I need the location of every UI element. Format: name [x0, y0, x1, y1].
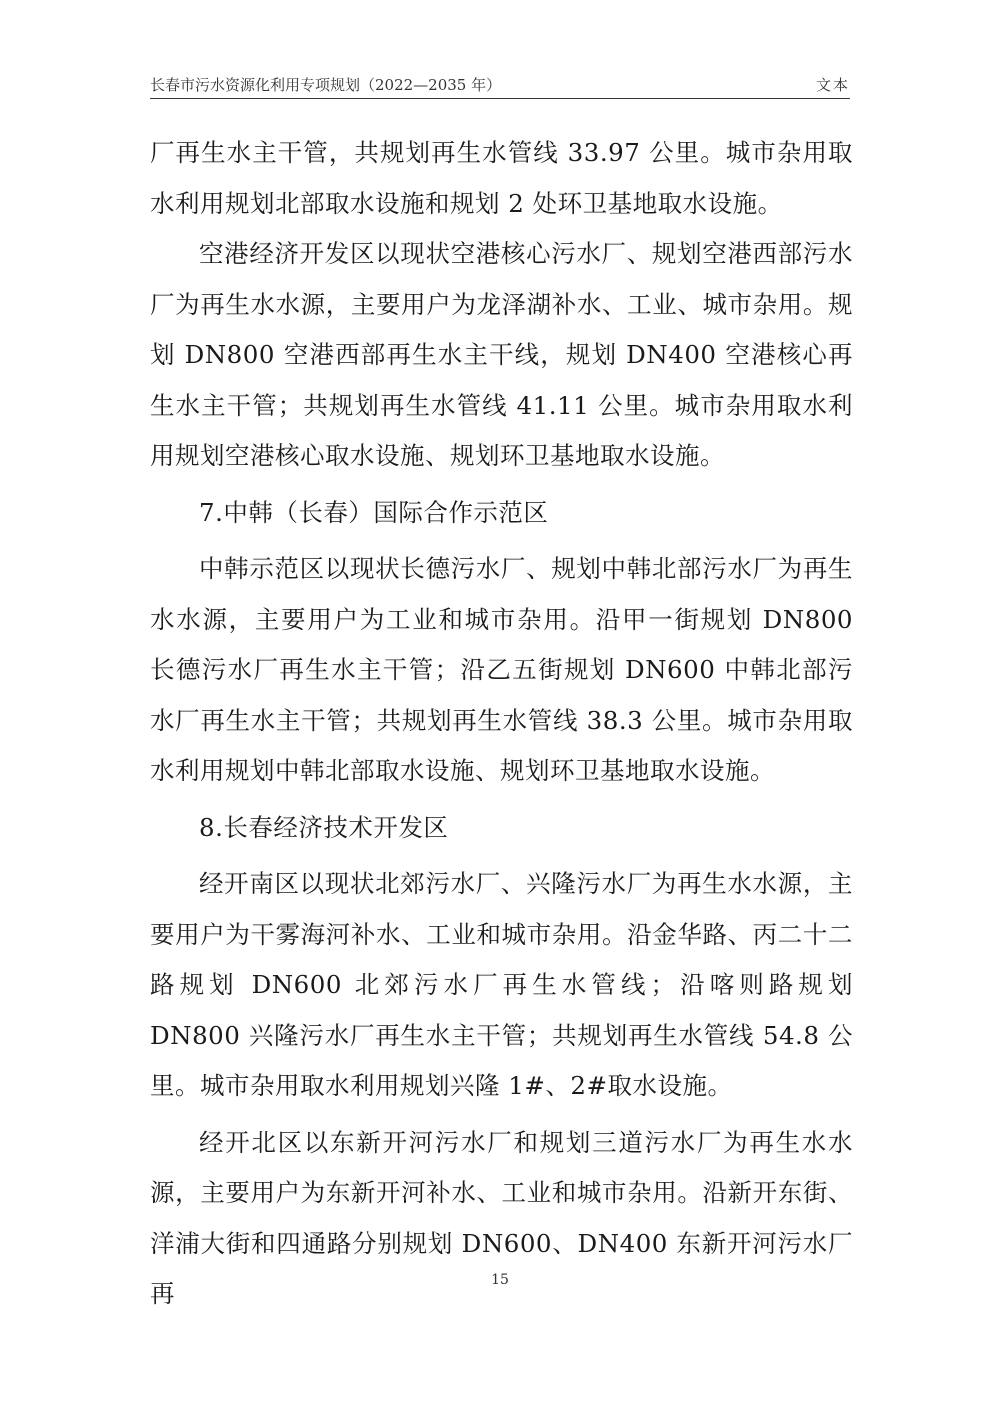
paragraph-south-zone: 经开南区以现状北郊污水厂、兴隆污水厂为再生水水源，主要用户为干雾海河补水、工业和城市杂用。沿金华路、丙二十二路规划 DN600 北郊污水厂再生水管线；沿喀则路规划 DN800 兴隆污水厂再生水主干管；共规划再生水管线 54.8 公里。城市杂用取水利用规划兴隆 1#、2#取水设施。: [150, 869, 853, 1100]
paragraph-north-zone: 经开北区以东新开河污水厂和规划三道污水厂为再生水水源，主要用户为东新开河补水、工业和城市杂用。沿新开东街、洋浦大街和四通路分别规划 DN600、DN400 东新开河污水厂再: [150, 1127, 853, 1308]
section-heading-7: 7.中韩（长春）国际合作示范区: [199, 497, 549, 527]
section-tag: 文本: [815, 76, 850, 94]
paragraph-continued: 厂再生水主干管，共规划再生水管线 33.97 公里。城市杂用取水利用规划北部取水设施和规划 2 处环卫基地取水设施。: [150, 138, 853, 218]
paragraph-sino-korea-zone: 中韩示范区以现状长德污水厂、规划中韩北部污水厂为再生水水源，主要用户为工业和城市杂用。沿甲一街规划 DN800 长德污水厂再生水主干管；沿乙五街规划 DN600 中韩北部污水厂再生水主干管；共规划再生水管线 38.3 公里。城市杂用取水利用规划中韩北部取水设施、规划环卫基地取水设施。: [150, 554, 853, 785]
document-title: 长春市污水资源化利用专项规划（2022—2035 年）: [150, 76, 502, 94]
section-heading-8: 8.长春经济技术开发区: [199, 812, 449, 842]
page-header: [150, 68, 850, 99]
paragraph-airport-zone: 空港经济开发区以现状空港核心污水厂、规划空港西部污水厂为再生水水源，主要用户为龙泽湖补水、工业、城市杂用。规划 DN800 空港西部再生水主干线，规划 DN400 空港核心再生水主干管；共规划再生水管线 41.11 公里。城市杂用取水利用规划空港核心取水设施、规划环卫基地取水设施。: [150, 239, 853, 470]
page-body: [150, 128, 853, 1320]
page-number: 15: [491, 1272, 509, 1288]
